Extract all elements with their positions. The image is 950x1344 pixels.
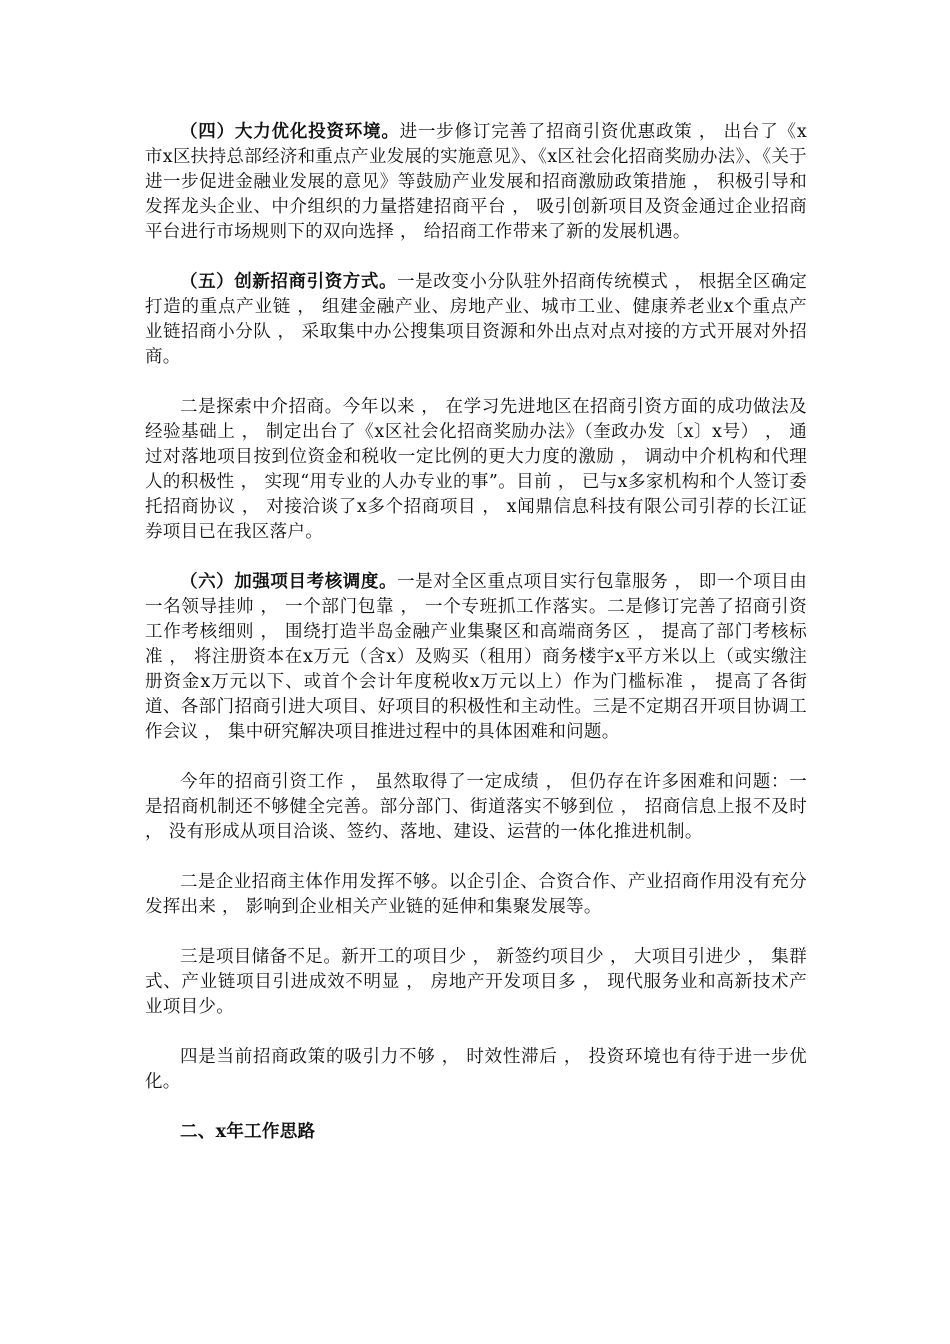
paragraph-policy (145, 1045, 807, 1095)
paragraph-text: 三是项目储备不足。新开工的项目少 ， 新签约项目少 ， 大项目引进少 ， 集群式、产业链项目引进成效不明显 ， 房地产开发项目多 ， 现代服务业和高新技术产业项目少。 (145, 947, 807, 1017)
paragraph-assessment (145, 570, 807, 745)
paragraph-heading: （四）大力优化投资环境。 (180, 122, 400, 142)
paragraph-environment (145, 120, 807, 245)
paragraph-heading: （五）创新招商引资方式。 (180, 272, 398, 292)
paragraph-intermediary (145, 395, 807, 545)
paragraph-heading: （六）加强项目考核调度。 (180, 572, 398, 592)
paragraph-innovation (145, 270, 807, 370)
paragraph-text: 今年的招商引资工作 ， 虽然取得了一定成绩 ， 但仍存在许多困难和问题：一是招商机制还不够健全完善。部分部门、街道落实不够到位 ， 招商信息上报不及时 ， 没有形成从项目洽谈、签约、落地、建设、运营的一体化推进机制。 (145, 772, 807, 842)
paragraph-text: 四是当前招商政策的吸引力不够 ， 时效性滞后 ， 投资环境也有待于进一步优化。 (145, 1047, 807, 1092)
section-heading: 二、x年工作思路 (180, 1122, 316, 1142)
paragraph-reserve (145, 945, 807, 1020)
paragraph-text: 二是企业招商主体作用发挥不够。以企引企、合资合作、产业招商作用没有充分发挥出来 ， 影响到企业相关产业链的延伸和集聚发展等。 (145, 872, 807, 917)
paragraph-text: 一是对全区重点项目实行包靠服务 ， 即一个项目由一名领导挂帅 ， 一个部门包靠 ， 一个专班抓工作落实。二是修订完善了招商引资工作考核细则 ， 围绕打造半岛金融产业集聚区和高端商务区 ， 提高了部门考核标准 ， 将注册资本在x万元（含x）及购买（租用）商务楼宇x平方米以上（或实缴注册资金x万元以下、或首个会计年度税收x万元以上）作为门槛标准 ， 提高了各街道、各部门招商引进大项目、好项目的积极性和主动性。三是不定期召开项目协调工作会议 ， 集中研究解决项目推进过程中的具体困难和问题。 (145, 572, 807, 742)
paragraph-text: 进一步修订完善了招商引资优惠政策 ， 出台了《x市x区扶持总部经济和重点产业发展的实施意见》、《x区社会化招商奖励办法》、《关于进一步促进金融业发展的意见》等鼓励产业发展和招商激励政策措施 ， 积极引导和发挥龙头企业、中介组织的力量搭建招商平台 ， 吸引创新项目及资金通过企业招商平台进行市场规则下的双向选择 ， 给招商工作带来了新的发展机遇。 (145, 122, 807, 242)
document-page (145, 120, 807, 1145)
paragraph-problems (145, 770, 807, 845)
paragraph-enterprise (145, 870, 807, 920)
paragraph-text: 一是改变小分队驻外招商传统模式 ， 根据全区确定打造的重点产业链 ， 组建金融产业、房地产业、城市工业、健康养老业x个重点产业链招商小分队 ， 采取集中办公搜集项目资源和外出点对点对接的方式开展对外招商。 (145, 272, 807, 367)
paragraph-text: 二是探索中介招商。今年以来 ， 在学习先进地区在招商引资方面的成功做法及经验基础上 ， 制定出台了《x区社会化招商奖励办法》（奎政办发〔x〕x号） ， 通过对落地项目按到位资金和税收一定比例的更大力度的激励 ， 调动中介机构和代理人的积极性 ， 实现“用专业的人办专业的事”。目前 ， 已与x多家机构和个人签订委托招商协议 ， 对接洽谈了x多个招商项目 ， x闻鼎信息科技有限公司引荐的长江证券项目已在我区落户。 (145, 397, 807, 542)
